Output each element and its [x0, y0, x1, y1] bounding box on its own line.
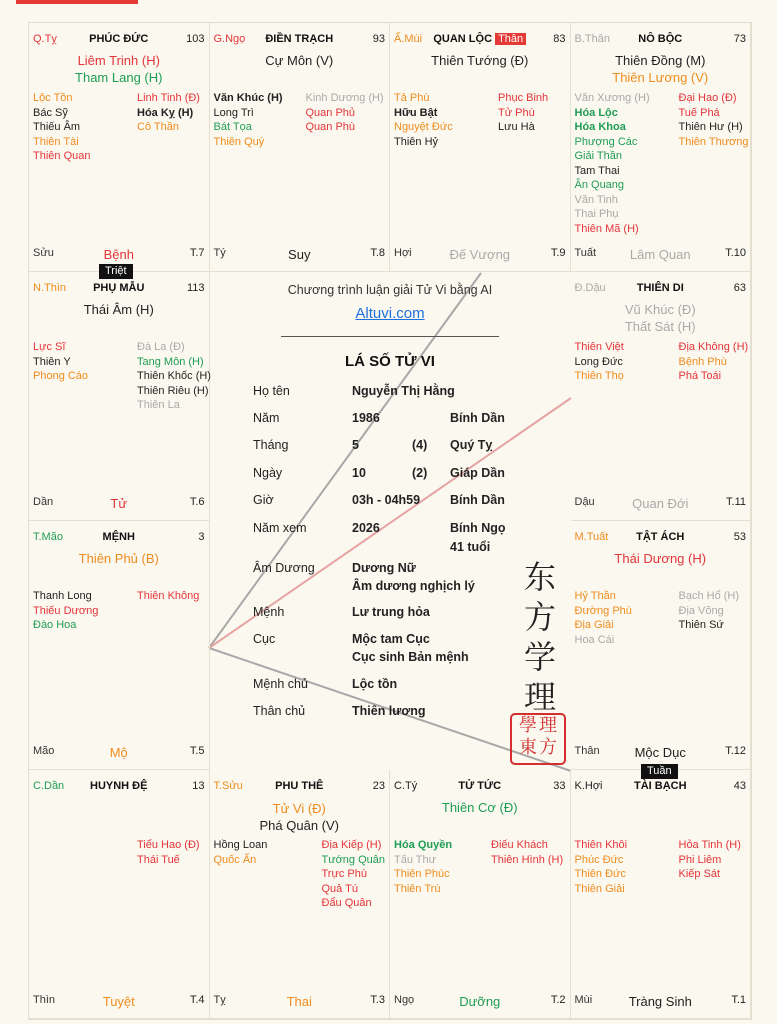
minor-stars-left	[575, 838, 628, 896]
palace-number: 23	[372, 780, 385, 792]
minor-star: Đường Phù	[574, 604, 632, 617]
palace-age-range: T.8	[370, 247, 385, 259]
palace-name: QUAN LỘC Thân	[394, 33, 566, 45]
main-star: Thái Dương (H)	[614, 551, 707, 566]
minor-star: Quan Phủ	[305, 106, 356, 119]
minor-star: Thiên Sứ	[678, 619, 724, 631]
minor-stars-left	[575, 91, 650, 236]
palace-branch: N.Thìn	[33, 282, 67, 294]
tuan-tag: Tuần	[641, 764, 678, 779]
palace-name: HUYNH ĐỆ	[90, 780, 148, 792]
minor-stars-right	[137, 838, 200, 867]
info-lunar: (4)	[412, 438, 428, 452]
chart-grid	[28, 22, 752, 1020]
minor-star: Địa Kiếp (H)	[321, 839, 382, 851]
palace-footer	[213, 990, 386, 1009]
palace-age-range: T.6	[189, 496, 205, 508]
main-star: Thiên Đồng (M)	[615, 53, 706, 68]
palace-branch: G.Ngọ	[213, 33, 246, 45]
palace-age-range: T.7	[189, 247, 205, 259]
minor-star: Bát Tọa	[213, 121, 252, 133]
info-value: 10	[352, 466, 366, 480]
minor-star: Bác Sỹ	[33, 106, 68, 119]
minor-stars-left	[33, 340, 88, 384]
minor-star: Thiếu Dương	[33, 604, 99, 617]
palace-age-range: T.11	[726, 496, 746, 508]
minor-star: Lưu Hà	[498, 121, 535, 133]
minor-star: Phúc Đức	[574, 853, 624, 866]
palace-footer	[213, 243, 386, 262]
info-value: 03h - 04h59	[352, 493, 421, 507]
minor-star: Phong Cáo	[33, 370, 89, 382]
palace-number: 103	[186, 33, 205, 45]
main-star: Cự Môn (V)	[265, 53, 334, 68]
minor-star: Thiên Quý	[213, 135, 265, 148]
minor-star: Thiếu Âm	[33, 121, 81, 133]
palace-footer	[574, 492, 747, 511]
palace-header	[394, 780, 566, 794]
palace-footer-branch: Tỵ	[213, 994, 226, 1006]
minor-star: Đà La (Đ)	[137, 341, 185, 353]
main-star: Thiên Cơ (Đ)	[441, 800, 518, 815]
minor-star: Bệnh Phù	[678, 355, 727, 368]
minor-star: Thiên Phúc	[394, 868, 450, 880]
info-label: Họ tên	[253, 384, 290, 398]
palace-name: TỬ TỨC	[458, 780, 502, 792]
palace-footer	[574, 243, 747, 262]
minor-star: Thiên Riêu (H)	[137, 384, 209, 397]
minor-star: Trực Phù	[321, 868, 367, 880]
info-label: Ngày	[253, 466, 283, 480]
palace-number: 33	[553, 780, 566, 792]
minor-stars-right	[137, 589, 199, 604]
minor-star: Thiên Thọ	[574, 370, 624, 382]
palace-footer	[574, 741, 747, 760]
minor-star: Hóa Kỵ (H)	[137, 106, 194, 119]
palace-age-range: T.1	[731, 994, 746, 1006]
minor-star: Thanh Long	[33, 590, 92, 602]
minor-star: Quốc Ấn	[213, 853, 257, 866]
palace-branch: B.Thân	[574, 33, 610, 45]
main-stars	[29, 550, 209, 567]
main-stars	[390, 799, 570, 816]
palace-age-range: T.3	[370, 994, 385, 1006]
info-value: Âm dương nghịch lý	[352, 579, 475, 593]
info-value: Nguyễn Thị Hằng	[352, 384, 455, 398]
palace-branch: Q.Tỵ	[33, 33, 57, 45]
minor-star: Long Đức	[574, 355, 623, 368]
minor-star: Địa Giải	[574, 619, 614, 631]
palace-age-range: T.12	[725, 745, 746, 757]
main-star: Thiên Phủ (B)	[78, 551, 159, 566]
minor-stars-right	[306, 91, 384, 135]
center-divider	[281, 336, 499, 337]
palace-name: TẬT ÁCH	[636, 531, 685, 543]
palace-cell[interactable]	[390, 23, 571, 272]
palace-life-stage: Thai	[286, 994, 312, 1009]
palace-header	[33, 282, 205, 296]
info-can-chi: Bính Dần	[450, 493, 505, 507]
main-star: Thái Âm (H)	[83, 302, 154, 317]
main-star: Thất Sát (H)	[624, 319, 696, 334]
main-star: Liêm Trinh (H)	[77, 53, 160, 68]
palace-header	[575, 780, 747, 794]
minor-star: Địa Không (H)	[678, 341, 749, 353]
palace-name: PHÚC ĐỨC	[89, 33, 149, 45]
palace-branch: T.Sửu	[213, 780, 243, 792]
minor-stars-left	[33, 91, 90, 164]
minor-stars-left	[575, 340, 624, 384]
palace-footer-branch: Sửu	[33, 247, 54, 259]
minor-stars-left	[394, 838, 452, 896]
minor-stars-right	[679, 91, 749, 149]
palace-branch: K.Hợi	[574, 780, 603, 792]
minor-star: Thiên Tài	[33, 135, 79, 148]
main-stars	[210, 52, 390, 69]
palace-cell[interactable]	[29, 770, 210, 1019]
minor-star: Lực Sĩ	[33, 341, 66, 353]
minor-stars-right	[498, 91, 548, 135]
palace-life-stage: Mộ	[109, 745, 128, 760]
palace-number: 73	[733, 33, 746, 45]
minor-star: Thiên Hư (H)	[678, 121, 743, 133]
minor-star: Thiên Y	[33, 355, 71, 368]
palace-header	[214, 33, 386, 47]
palace-header	[33, 531, 205, 545]
minor-stars-left	[214, 91, 283, 149]
palace-footer-branch: Mùi	[574, 994, 593, 1006]
palace-header	[575, 282, 747, 296]
minor-stars-right	[137, 340, 211, 413]
info-value: Cục sinh Bản mệnh	[352, 650, 469, 664]
palace-name: PHU THÊ	[275, 780, 324, 792]
minor-star: Thiên Giải	[574, 882, 625, 895]
minor-star: Lộc Tồn	[33, 92, 73, 104]
palace-footer-branch: Tuất	[574, 247, 597, 259]
palace-footer	[394, 243, 566, 262]
info-value: Lộc tồn	[352, 677, 398, 691]
minor-star: Thiên Khôi	[574, 839, 628, 851]
palace-age-range: T.9	[550, 247, 566, 259]
main-star: Thiên Tướng (Đ)	[431, 53, 529, 68]
palace-cell[interactable]	[29, 23, 210, 272]
palace-number: 13	[192, 780, 205, 792]
minor-star: Tuế Phá	[678, 106, 720, 119]
palace-age-range: T.2	[550, 994, 566, 1006]
info-label: Tháng	[253, 438, 289, 452]
palace-footer	[574, 990, 747, 1009]
minor-star: Điếu Khách	[491, 839, 548, 851]
palace-life-stage: Tràng Sinh	[628, 994, 692, 1009]
palace-cell[interactable]	[571, 272, 752, 521]
palace-footer	[33, 990, 205, 1009]
main-star: Vũ Khúc (Đ)	[624, 302, 696, 317]
palace-cell[interactable]	[571, 770, 752, 1019]
palace-footer	[33, 741, 205, 760]
than-badge: Thân	[495, 33, 526, 45]
minor-star: Tướng Quân	[321, 853, 385, 866]
minor-star: Tấu Thư	[394, 853, 437, 866]
palace-footer-branch: Tý	[213, 247, 226, 259]
minor-star: Quả Tú	[321, 882, 358, 895]
palace-footer-branch: Dần	[33, 496, 54, 508]
palace-number: 113	[186, 282, 205, 294]
chart-heading: LÁ SỐ TỬ VI	[345, 353, 435, 370]
minor-star: Hữu Bật	[394, 106, 438, 119]
palace-name: PHỤ MẪU	[93, 282, 145, 294]
palace-number: 53	[733, 531, 746, 543]
palace-header	[33, 780, 205, 794]
minor-star: Thiên Quan	[33, 150, 91, 162]
minor-star: Hồng Loan	[213, 839, 268, 851]
minor-star: Văn Khúc (H)	[213, 92, 283, 104]
center-panel	[210, 273, 570, 771]
main-stars	[210, 800, 390, 834]
palace-life-stage: Mộc Dục	[634, 745, 686, 760]
minor-star: Tiểu Hao (Đ)	[137, 839, 200, 851]
minor-star: Thiên Việt	[574, 341, 624, 353]
palace-branch: T.Mão	[33, 531, 63, 543]
palace-cell[interactable]	[390, 770, 571, 1019]
minor-star: Hỏa Tinh (H)	[678, 839, 741, 851]
palace-footer	[33, 243, 205, 262]
main-stars	[571, 550, 751, 567]
info-can-chi: Giáp Dần	[450, 466, 505, 480]
palace-age-range: T.10	[725, 247, 746, 259]
minor-star: Phượng Các	[574, 135, 638, 148]
info-value: Mộc tam Cục	[352, 632, 430, 646]
top-accent-bar	[16, 0, 138, 4]
minor-star: Cô Thần	[137, 121, 179, 133]
palace-footer-branch: Dậu	[574, 496, 595, 508]
minor-stars-right	[679, 838, 741, 882]
minor-star: Hóa Quyền	[394, 839, 453, 851]
palace-life-stage: Bệnh	[103, 247, 134, 262]
minor-star: Hóa Khoa	[574, 121, 626, 133]
main-stars	[571, 52, 751, 86]
info-value: 5	[352, 438, 359, 452]
palace-header	[575, 531, 747, 545]
palace-cell[interactable]	[29, 272, 210, 521]
minor-star: Tang Môn (H)	[137, 355, 204, 368]
minor-star: Nguyệt Đức	[394, 121, 453, 133]
info-label: Năm xem	[253, 521, 307, 535]
triet-tag: Triệt	[99, 264, 133, 279]
info-value: 1986	[352, 411, 380, 425]
palace-footer	[394, 990, 566, 1009]
palace-name: ĐIỀN TRẠCH	[265, 33, 334, 45]
palace-number: 43	[733, 780, 746, 792]
minor-star: Thiên Trù	[394, 882, 441, 895]
info-value: 2026	[352, 521, 380, 535]
main-stars	[390, 52, 570, 69]
palace-header	[33, 33, 205, 47]
minor-star: Thiên Hỷ	[394, 135, 439, 148]
minor-star: Long Trì	[213, 106, 254, 119]
minor-stars-right	[491, 838, 563, 867]
minor-star: Giải Thần	[574, 150, 622, 162]
info-lunar: (2)	[412, 466, 428, 480]
minor-star: Thiên Đức	[574, 868, 626, 880]
minor-star: Tam Thai	[574, 164, 620, 177]
minor-stars-left	[394, 91, 453, 149]
minor-star: Thái Tuế	[137, 853, 180, 866]
palace-name: MỆNH	[102, 531, 135, 543]
palace-branch: Đ.Dậu	[574, 282, 606, 294]
main-stars	[29, 301, 209, 318]
palace-footer	[33, 492, 205, 511]
minor-star: Văn Xương (H)	[574, 92, 650, 104]
minor-star: Kiếp Sát	[678, 868, 721, 880]
palace-cell[interactable]	[571, 23, 752, 272]
minor-star: Thiên La	[137, 399, 180, 411]
minor-star: Tử Phù	[498, 106, 535, 119]
minor-star: Tả Phù	[394, 92, 430, 104]
calligraphy-text: 东 方 学 理	[523, 558, 556, 716]
palace-name: THIÊN DI	[636, 282, 684, 294]
palace-number: 83	[553, 33, 566, 45]
main-star: Tham Lang (H)	[75, 70, 163, 85]
palace-footer-branch: Thân	[574, 745, 600, 757]
palace-branch: C.Tý	[394, 780, 418, 792]
palace-age-range: T.5	[189, 745, 205, 757]
palace-branch: C.Dần	[33, 780, 65, 792]
palace-name: NÔ BỘC	[638, 33, 683, 45]
palace-age-range: T.4	[189, 994, 205, 1006]
palace-life-stage: Tuyệt	[102, 994, 135, 1009]
info-label: Cục	[253, 632, 276, 646]
minor-star: Phi Liêm	[678, 853, 722, 866]
minor-star: Thai Phụ	[574, 208, 619, 220]
palace-life-stage: Dưỡng	[459, 994, 501, 1009]
info-label: Thân chủ	[253, 704, 306, 718]
minor-star: Thiên Hình (H)	[491, 853, 564, 866]
palace-cell[interactable]	[29, 521, 210, 770]
minor-star: Văn Tinh	[574, 193, 618, 206]
minor-stars-right	[679, 589, 740, 633]
palace-footer-branch: Hợi	[394, 247, 412, 259]
main-stars	[571, 301, 751, 335]
minor-star: Thiên Mã (H)	[574, 222, 639, 235]
minor-star: Địa Võng	[678, 604, 724, 617]
minor-star: Thiên Khốc (H)	[137, 370, 211, 382]
minor-star: Phục Binh	[498, 92, 549, 104]
info-can-chi: 41 tuổi	[450, 540, 491, 554]
palace-cell[interactable]	[210, 770, 391, 1019]
minor-star: Đẩu Quân	[321, 897, 372, 909]
main-star: Tử Vi (Đ)	[272, 801, 326, 816]
palace-number: 3	[198, 531, 205, 543]
site-link[interactable]: Altuvi.com	[355, 305, 425, 322]
info-can-chi: Quý Tỵ	[450, 438, 493, 452]
palace-header	[214, 780, 386, 794]
palace-name: TÀI BẠCH	[633, 780, 687, 792]
palace-life-stage: Tử	[110, 496, 128, 511]
minor-star: Đại Hao (Đ)	[678, 92, 737, 104]
palace-number: 93	[372, 33, 385, 45]
minor-star: Kinh Dương (H)	[305, 92, 384, 104]
red-seal-stamp: 學 東 理 方	[510, 713, 566, 765]
palace-header	[394, 33, 566, 47]
palace-footer-branch: Thìn	[33, 994, 56, 1006]
palace-branch: Ấ.Mùi	[394, 33, 423, 45]
minor-stars-right	[322, 838, 386, 911]
main-stars	[29, 52, 209, 86]
minor-star: Linh Tinh (Đ)	[137, 92, 200, 104]
info-label: Mệnh chủ	[253, 677, 308, 691]
minor-star: Hóa Lộc	[574, 106, 618, 119]
info-value: Dương Nữ	[352, 561, 416, 575]
info-label: Giờ	[253, 493, 274, 507]
palace-branch: M.Tuất	[574, 531, 609, 543]
minor-stars-left	[575, 589, 632, 647]
program-title: Chương trình luận giải Tử Vi bằng AI	[287, 283, 493, 297]
main-star: Phá Quân (V)	[259, 818, 339, 833]
main-star: Thiên Lương (V)	[612, 70, 709, 85]
minor-stars-right	[137, 91, 200, 135]
minor-star: Bạch Hổ (H)	[678, 590, 740, 602]
palace-header	[575, 33, 747, 47]
minor-star: Thiên Thương	[678, 135, 749, 148]
minor-stars-right	[679, 340, 749, 384]
info-value: Thiên lương	[352, 704, 426, 718]
info-can-chi: Bính Ngọ	[450, 521, 506, 535]
info-value: Lư trung hỏa	[352, 605, 430, 619]
palace-life-stage: Đế Vượng	[449, 247, 511, 262]
palace-number: 63	[733, 282, 746, 294]
palace-life-stage: Suy	[288, 247, 311, 262]
info-label: Năm	[253, 411, 280, 425]
palace-cell[interactable]	[210, 23, 391, 272]
minor-star: Đào Hoa	[33, 619, 77, 631]
minor-stars-left	[214, 838, 268, 867]
palace-cell[interactable]	[571, 521, 752, 770]
palace-footer-branch: Mão	[33, 745, 55, 757]
info-label: Âm Dương	[253, 561, 315, 575]
minor-star: Ân Quang	[574, 179, 625, 191]
minor-star: Hỷ Thần	[574, 590, 616, 602]
palace-life-stage: Quan Đới	[632, 496, 689, 511]
minor-star: Thiên Không	[137, 590, 200, 602]
palace-footer-branch: Ngọ	[394, 994, 415, 1006]
minor-star: Hoa Cái	[574, 633, 615, 646]
palace-life-stage: Lâm Quan	[629, 247, 691, 262]
minor-star: Quan Phù	[305, 121, 356, 133]
minor-stars-left	[33, 589, 98, 633]
info-can-chi: Bính Dần	[450, 411, 505, 425]
minor-star: Phá Toái	[678, 370, 722, 382]
info-label: Mệnh	[253, 605, 285, 619]
